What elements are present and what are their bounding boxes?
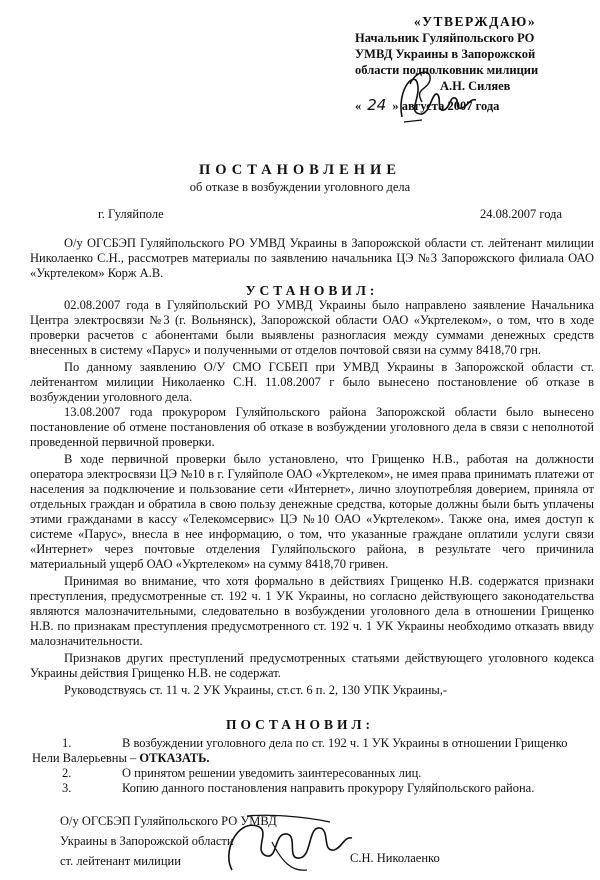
decision-item (30, 781, 600, 796)
decision-number: 3. (62, 781, 72, 795)
approval-date-suffix: » августа 2007 года (392, 99, 500, 113)
signatory-name: С.Н. Николаенко (350, 851, 440, 865)
paragraph-2: По данному заявлению О/У СМО ГСБЕП при УМВД Украины в Запорожской области ст. лейтенантом милиции Николаенко С.Н. 11.08.2007 г было вынесено постановление об отказе в возбуждении уголовного дела. (30, 360, 594, 404)
signatory-line-2: Украины в Запорожской области (60, 834, 234, 848)
document-title: ПОСТАНОВЛЕНИЕ (198, 162, 401, 178)
approval-signature (392, 62, 482, 132)
approval-line-3: области подполковник милиции (355, 63, 539, 77)
paragraph-1: 02.08.2007 года в Гуляйпольский РО УМВД Украины было направлено заявление Начальника Центра электросвязи №3 (г. Вольнянск), Запорожской области ОАО «Укртелеком», о том, что в ходе проверки расчетов с абонентами были выявлены разногласия между суммами денежных средств внесенных в систему «Парус» и полученными от отделов почтовой связи на сумму 8418,70 грн. (30, 298, 594, 357)
signatory-line-3: ст. лейтенант милиции (60, 854, 181, 868)
decisions-list (30, 736, 600, 796)
document-subtitle: об отказе в возбуждении уголовного дела (189, 180, 411, 194)
decision-number: 1. (62, 736, 72, 750)
approval-heading: «УТВЕРЖДАЮ» (413, 14, 537, 29)
paragraph-6: Признаков других преступлений предусмотренных статьями действующего уголовного кодекса Украины действия Грищенко Н.В. не содержат. (30, 651, 594, 680)
approval-line-1: Начальник Гуляйпольского РО (355, 31, 535, 45)
signatory-line-1: О/у ОГСБЭП Гуляйпольского РО УМВД (60, 814, 277, 828)
paragraph-7: Руководствуясь ст. 11 ч. 2 УК Украины, ст.ст. 6 п. 2, 130 УПК Украины,- (64, 683, 448, 697)
resolved-heading: ПОСТАНОВИЛ: (225, 717, 375, 732)
intro-paragraph: О/у ОГСБЭП Гуляйпольского РО УМВД Украины в Запорожской области ст. лейтенант милиции Николаенко С.Н., рассмотрев материалы по заявлению начальника ЦЭ №3 Запорожского филиала ОАО «Укртелеком» Корж А.В. (30, 236, 594, 280)
decision-item (30, 736, 600, 751)
decision-continuation (30, 751, 600, 766)
signatory-signature (212, 812, 362, 876)
approval-date-prefix: « (355, 99, 362, 113)
decision-number: 2. (62, 766, 72, 780)
approval-name: А.Н. Силяев (440, 79, 511, 93)
paragraph-3: 13.08.2007 года прокурором Гуляйпольского района Запорожской области было вынесено постановление об отмене постановления об отказе в возбуждении уголовного дела в связи с неполнотой проведенной первичной проверки. (30, 405, 594, 449)
paragraph-5: Принимая во внимание, что хотя формально в действиях Грищенко Н.В. содержатся признаки преступления, предусмотренные ст. 192 ч. 1 УК Украины, но согласно действующего законодательства являются малозначительными, следовательно в возбуждении уголовного дела в отношении Грищенко Н.В. по признакам преступления предусмотренного ст. 192 ч. 1 УК Украины необходимо отказать ввиду малозначительности. (30, 574, 594, 648)
approval-line-2: УМВД Украины в Запорожской (355, 47, 536, 61)
document-date: 24.08.2007 года (480, 207, 562, 221)
decision-text: О принятом решении уведомить заинтересованных лиц. (122, 766, 422, 780)
paragraph-4: В ходе первичной проверки было установлено, что Грищенко Н.В., работая на должности оператора электросвязи ЦЭ №10 в г. Гуляйполе ОАО «Укртелеком», не имея права принимать платежи от населения за подключение и пользование сети «Интернет», лично злоупотребляя доверием, приняла от отдельных граждан и обратила в свою пользу денежные средства, которые должны были быть уплачены этими гражданами в кассу «Телекомсервис» ЦЭ №10 ОАО «Укртелеком». Также она, имея доступ к системе «Парус», внесла в нее информацию, о том, что указанные граждане оплатили услуги связи «Интернет» через почтовые отделения Гуляйпольского района, в результате чего причинила материальный ущерб ОАО «Укртелеком» на сумму 8418,70 гривен. (30, 452, 594, 571)
approval-day: 24 (367, 96, 387, 114)
decision-continuation-text: Нели Валерьевны – (32, 751, 140, 765)
decision-text: Копию данного постановления направить прокурору Гуляйпольского района. (122, 781, 535, 795)
established-heading: УСТАНОВИЛ: (245, 283, 379, 298)
decision-item (30, 766, 600, 781)
decision-text: В возбуждении уголовного дела по ст. 192 ч. 1 УК Украины в отношении Грищенко (122, 736, 568, 750)
document-place: г. Гуляйполе (98, 207, 164, 221)
decision-refuse: ОТКАЗАТЬ. (139, 751, 210, 765)
document-body (30, 236, 594, 698)
